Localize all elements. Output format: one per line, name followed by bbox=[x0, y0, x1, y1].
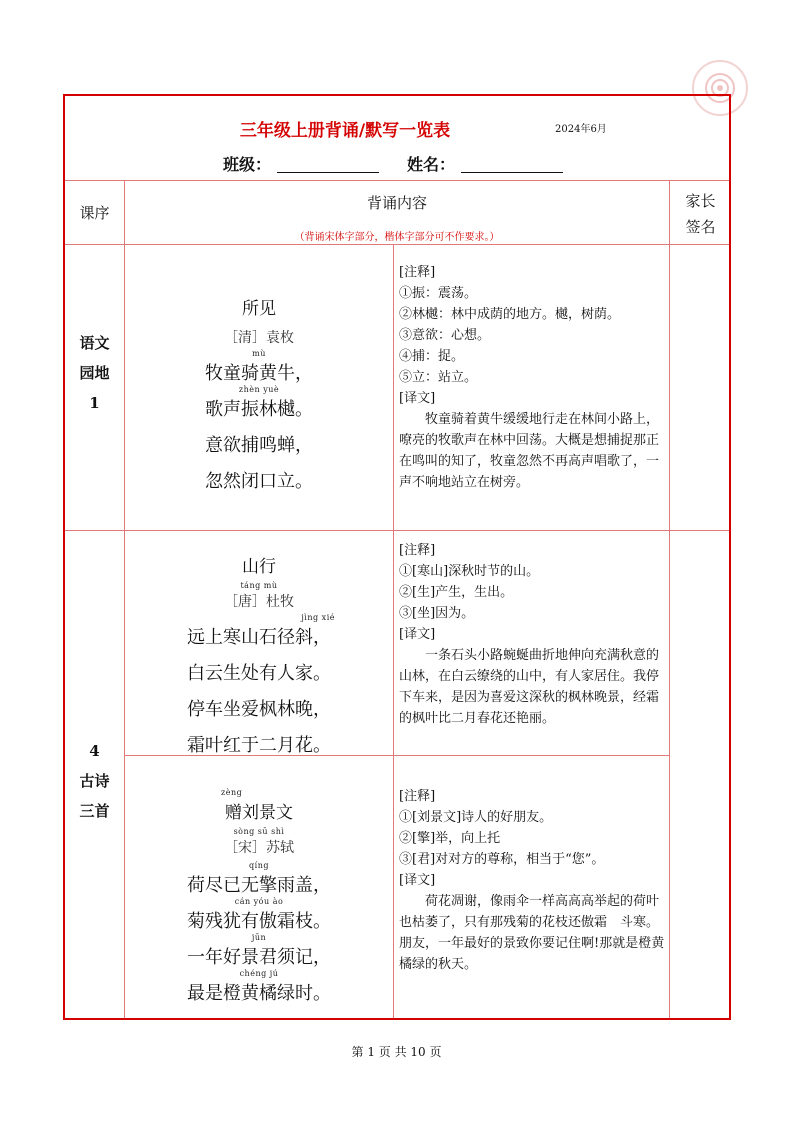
notes-heading: [注释] bbox=[399, 265, 436, 280]
pinyin: jūn bbox=[251, 933, 267, 942]
lesson-text: 4 bbox=[89, 742, 100, 760]
notes-zeng-liu-jingwen bbox=[399, 786, 665, 975]
lesson-text: 1 bbox=[89, 394, 100, 412]
pinyin bbox=[125, 457, 393, 467]
date-label: 2024年6月 bbox=[555, 124, 607, 135]
notes-suojian bbox=[399, 262, 665, 493]
translation-heading: [译文] bbox=[399, 873, 436, 888]
note-item: ③[君]对对方的尊称，相当于“您”。 bbox=[399, 852, 605, 867]
pinyin: zèng bbox=[221, 788, 243, 797]
col-content-note: （背诵宋体字部分，楷体字部分可不作要求。） bbox=[294, 232, 500, 243]
poem-line: 忽然闭口立。 bbox=[205, 471, 313, 492]
poem-title: 所见 bbox=[242, 299, 276, 319]
pinyin: mù bbox=[252, 349, 266, 358]
poem-line: 菊残犹有傲霜枝。 bbox=[187, 911, 331, 932]
poem-line: 一年好景君须记， bbox=[187, 947, 331, 968]
pinyin: cán yóu ào bbox=[234, 897, 284, 906]
name-label: 姓名： bbox=[407, 155, 456, 174]
poem-line: 远上寒山石径斜， bbox=[187, 627, 331, 648]
note-item: ①[刘景文]诗人的好朋友。 bbox=[399, 810, 553, 825]
col-sign-header bbox=[670, 188, 731, 240]
translation-text: 牧童骑着黄牛缓缓地行走在林间小路上，嘹亮的牧歌声在林中回荡。大概是想捕捉那正在鸣叫的知了，牧童忽然不再高声唱歌了，一声不响地站立在树旁。 bbox=[399, 412, 660, 490]
student-info-row bbox=[223, 152, 591, 175]
name-blank-field[interactable] bbox=[461, 156, 563, 173]
pinyin: sòng sū shì bbox=[233, 827, 285, 836]
page-number: 第 1 页 共 10 页 bbox=[351, 1045, 442, 1059]
poem-zeng-liu-jingwen bbox=[125, 788, 393, 1005]
translation-text: 荷花凋谢，像雨伞一样高高高举起的荷叶也枯萎了，只有那残菊的花枝还傲霜 斗寒。朋友，一年最好的景致你要记住啊!那就是橙黄橘绿的秋天。 bbox=[399, 894, 665, 972]
poem-title: 赠刘景文 bbox=[225, 803, 293, 823]
poem-line: 停车坐爱枫林晚， bbox=[187, 699, 331, 720]
lesson-label-4 bbox=[65, 736, 124, 826]
class-label: 班级： bbox=[223, 155, 272, 174]
poem-line: 荷尽已无擎雨盖， bbox=[187, 875, 331, 896]
translation-heading: [译文] bbox=[399, 391, 436, 406]
poem-line: 最是橙黄橘绿时。 bbox=[187, 983, 331, 1004]
poem-author: ［唐］杜牧 bbox=[224, 594, 294, 610]
poem-author: ［清］袁枚 bbox=[224, 330, 294, 346]
note-item: ②林樾：林中成荫的地方。樾，树荫。 bbox=[399, 307, 621, 322]
page-title: 三年级上册背诵/默写一览表 bbox=[239, 121, 451, 141]
notes-heading: [注释] bbox=[399, 789, 436, 804]
lesson-text: 古诗 bbox=[79, 772, 110, 790]
lesson-text: 语文 bbox=[79, 334, 110, 352]
translation-text: 一条石头小路蜿蜒曲折地伸向充满秋意的山林，在白云缭绕的山中，有人家居住。我停下车来，是因为喜爱这深秋的枫林晚景，经霜的枫叶比二月春花还艳丽。 bbox=[399, 648, 660, 726]
poem-line: 意欲捕鸣蝉， bbox=[205, 435, 313, 456]
col-sign-label-1: 家长 bbox=[685, 192, 716, 210]
translation-heading: [译文] bbox=[399, 627, 436, 642]
recitation-table bbox=[63, 94, 731, 1020]
note-item: ②[擎]举，向上托 bbox=[399, 831, 501, 846]
pinyin: chéng jú bbox=[239, 969, 279, 978]
lesson-text: 园地 bbox=[79, 364, 110, 382]
lesson-label-1 bbox=[65, 328, 124, 418]
col-sign-label-2: 签名 bbox=[685, 218, 716, 236]
poem-line: 霜叶红于二月花。 bbox=[187, 735, 331, 756]
note-item: ④捕：捉。 bbox=[399, 349, 465, 364]
poem-title: 山行 bbox=[242, 557, 276, 577]
poem-line: 白云生处有人家。 bbox=[187, 663, 331, 684]
pinyin: táng mù bbox=[240, 581, 278, 590]
note-item: ③意欲：心想。 bbox=[399, 328, 491, 343]
poem-shanxing bbox=[125, 552, 393, 757]
notes-shanxing bbox=[399, 540, 665, 729]
poem-author: ［宋］苏轼 bbox=[224, 840, 294, 856]
pinyin: jìng xié bbox=[301, 613, 335, 622]
poem-suojian bbox=[125, 294, 393, 493]
pinyin: zhèn yuè bbox=[238, 385, 280, 394]
note-item: ①[寒山]深秋时节的山。 bbox=[399, 564, 540, 579]
col-lesson-header: 课序 bbox=[79, 203, 110, 222]
class-blank-field[interactable] bbox=[277, 156, 379, 173]
pinyin bbox=[125, 421, 393, 431]
notes-heading: [注释] bbox=[399, 543, 436, 558]
lesson-text: 三首 bbox=[79, 802, 110, 820]
note-item: ①振：震荡。 bbox=[399, 286, 478, 301]
note-item: ②[生]产生，生出。 bbox=[399, 585, 514, 600]
col-content-header: 背诵内容 bbox=[366, 194, 427, 212]
note-item: ⑤立：站立。 bbox=[399, 370, 478, 385]
poem-line: 歌声振林樾。 bbox=[205, 399, 313, 420]
poem-line: 牧童骑黄牛， bbox=[205, 363, 313, 384]
note-item: ③[坐]因为。 bbox=[399, 606, 475, 621]
pinyin: qíng bbox=[249, 861, 269, 870]
